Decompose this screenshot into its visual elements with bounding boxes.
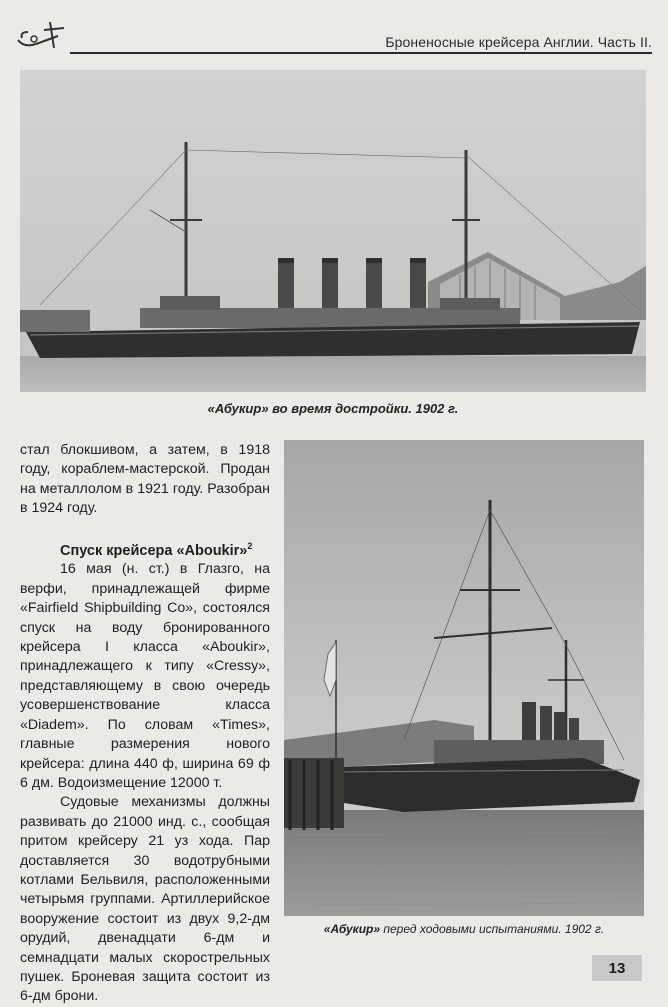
photo-ship-fitting-out: [20, 70, 646, 392]
heading-footnote-ref: 2: [247, 540, 253, 551]
page-number: 13: [592, 955, 642, 981]
running-header: Броненосные крейсера Англии. Часть II.: [385, 34, 652, 50]
header-rule: [70, 52, 652, 54]
photo-caption-right: [284, 922, 644, 936]
caption-rest: перед ходовыми испытаниями. 1902 г.: [380, 922, 605, 936]
caption-ship-name: «Абукир»: [323, 922, 381, 936]
heading-text: Спуск крейсера «Aboukir»: [60, 542, 248, 559]
paragraph-1: стал блокшивом, а затем, в 1918 году, кораблем-мастерской. Продан на металлолом в 1921 году. Разобран в 1924 году.: [20, 442, 270, 517]
photo-ship-before-trials: [284, 440, 644, 916]
paragraph-3: Судовые механизмы должны развивать до 21000 инд. с., сообщая притом крейсеру 21 уз хода. Пар доставляется 30 водотрубными котлами Бельвиля, расположенными четырьмя группами. Артиллерийское вооружение состоит из двух 9,2-дм орудий, двенадцати 6-дм и семнадцати малых скорострельных пушек. Броневая защита состоит из 6-дм брони.: [20, 794, 270, 1005]
text-column: [20, 441, 270, 1007]
section-heading: [20, 537, 270, 561]
paragraph-2: 16 мая (н. ст.) в Глазго, на верфи, принадлежащей фирме «Fairfield Shipbuilding Co», состоялся спуск на воду бронированного крейсера I класса «Aboukir», принадлежащего к типу «Cressy», представляющему в свою очередь усовершенствование класса «Diadem». По словам «Times», главные размерения нового крейсера: длина 440 ф, ширина 69 ф 6 дм. Водоизмещение 12000 т.: [20, 561, 270, 791]
photo-caption-top: «Абукир» во время достройки. 1902 г.: [207, 401, 459, 416]
anchor-logo-icon: [14, 18, 72, 52]
